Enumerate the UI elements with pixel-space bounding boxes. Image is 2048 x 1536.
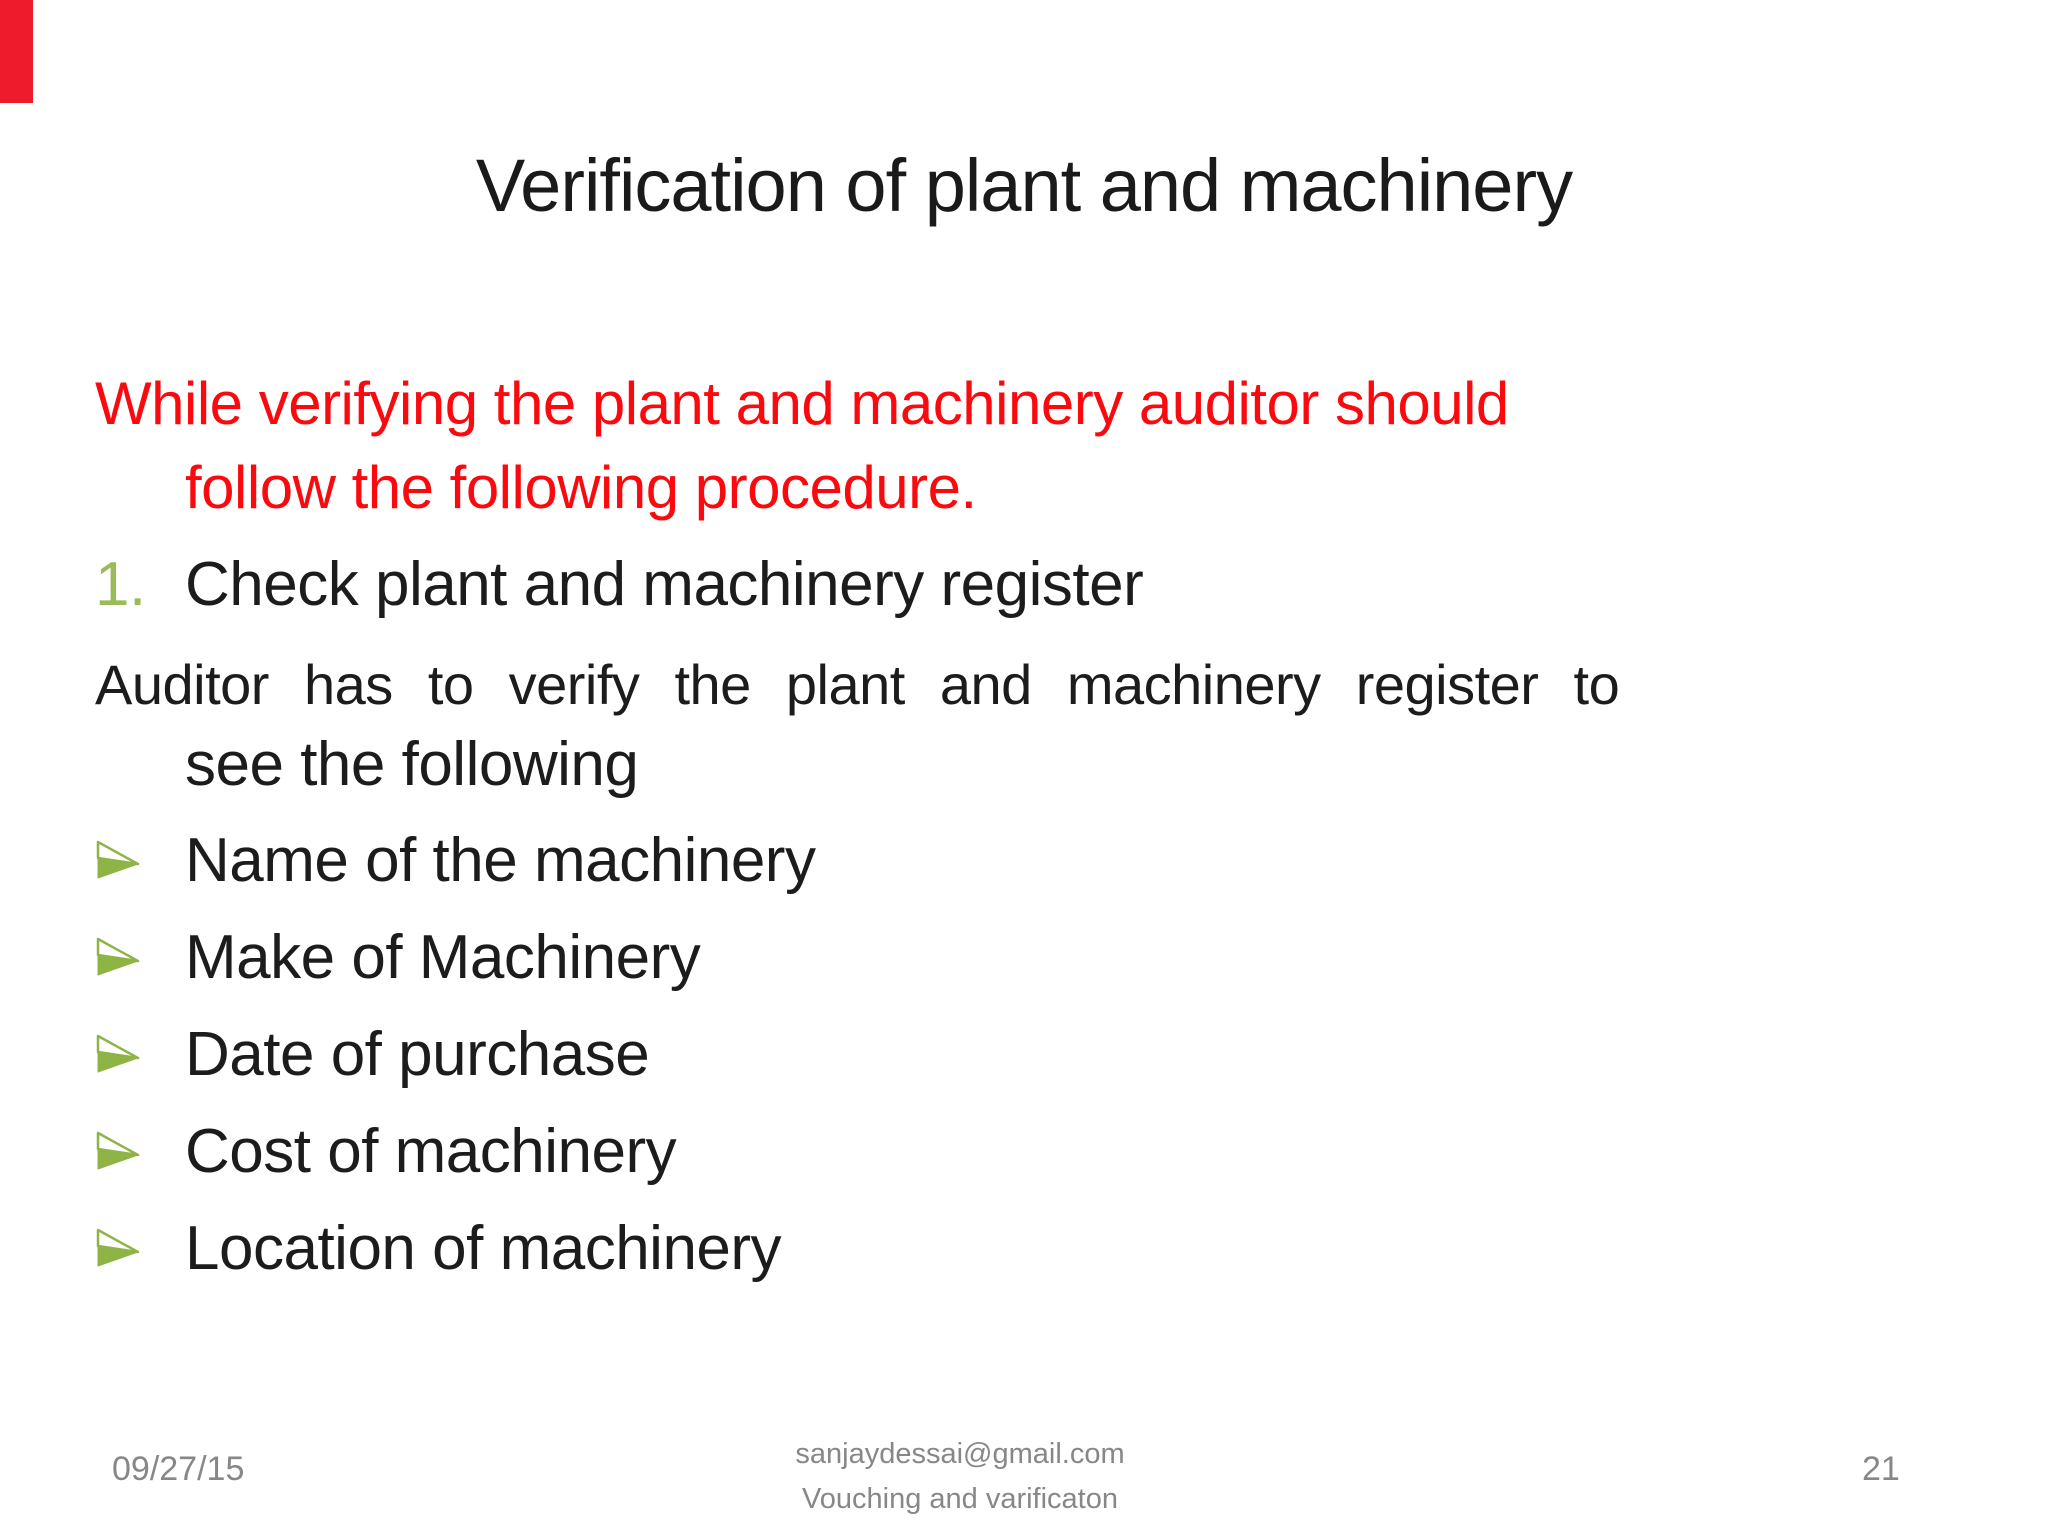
bullet-label: Location of machinery [185, 1214, 782, 1283]
arrow-bullet-icon [95, 1131, 185, 1173]
footer-email: sanjaydessai@gmail.com [795, 1438, 1125, 1470]
footer-page-number: 21 [1862, 1450, 1900, 1488]
list-item [95, 909, 815, 1006]
arrow-bullet-icon [95, 1228, 185, 1270]
arrow-bullet-icon [95, 1034, 185, 1076]
bullet-label: Make of Machinery [185, 923, 701, 992]
list-item [95, 1200, 815, 1297]
red-notice-line-2: follow the following procedure. [185, 454, 977, 521]
list-item [95, 812, 815, 909]
footer-date: 09/27/15 [112, 1450, 245, 1488]
arrow-bullet-icon [95, 840, 185, 882]
arrow-bullet-icon [95, 937, 185, 979]
red-notice [95, 362, 1955, 530]
body-paragraph [95, 645, 1920, 805]
slide-title: Verification of plant and machinery [475, 144, 1573, 227]
footer-subtitle: Vouching and varificaton [802, 1483, 1118, 1515]
numbered-item [95, 543, 1143, 627]
bullet-list [95, 812, 815, 1297]
body-paragraph-line-1: Auditor has to verify the plant and machinery register to [95, 653, 1620, 716]
bullet-label: Cost of machinery [185, 1117, 677, 1186]
bullet-label: Name of the machinery [185, 826, 816, 895]
red-notice-line-1: While verifying the plant and machinery auditor should [95, 370, 1509, 437]
footer-center [660, 1432, 1260, 1522]
numbered-item-marker: 1. [95, 550, 146, 619]
bullet-label: Date of purchase [185, 1020, 650, 1089]
numbered-item-text: Check plant and machinery register [185, 550, 1144, 619]
list-item [95, 1103, 815, 1200]
red-accent-bar [0, 0, 33, 103]
list-item [95, 1006, 815, 1103]
body-paragraph-line-2: see the following [185, 730, 639, 799]
